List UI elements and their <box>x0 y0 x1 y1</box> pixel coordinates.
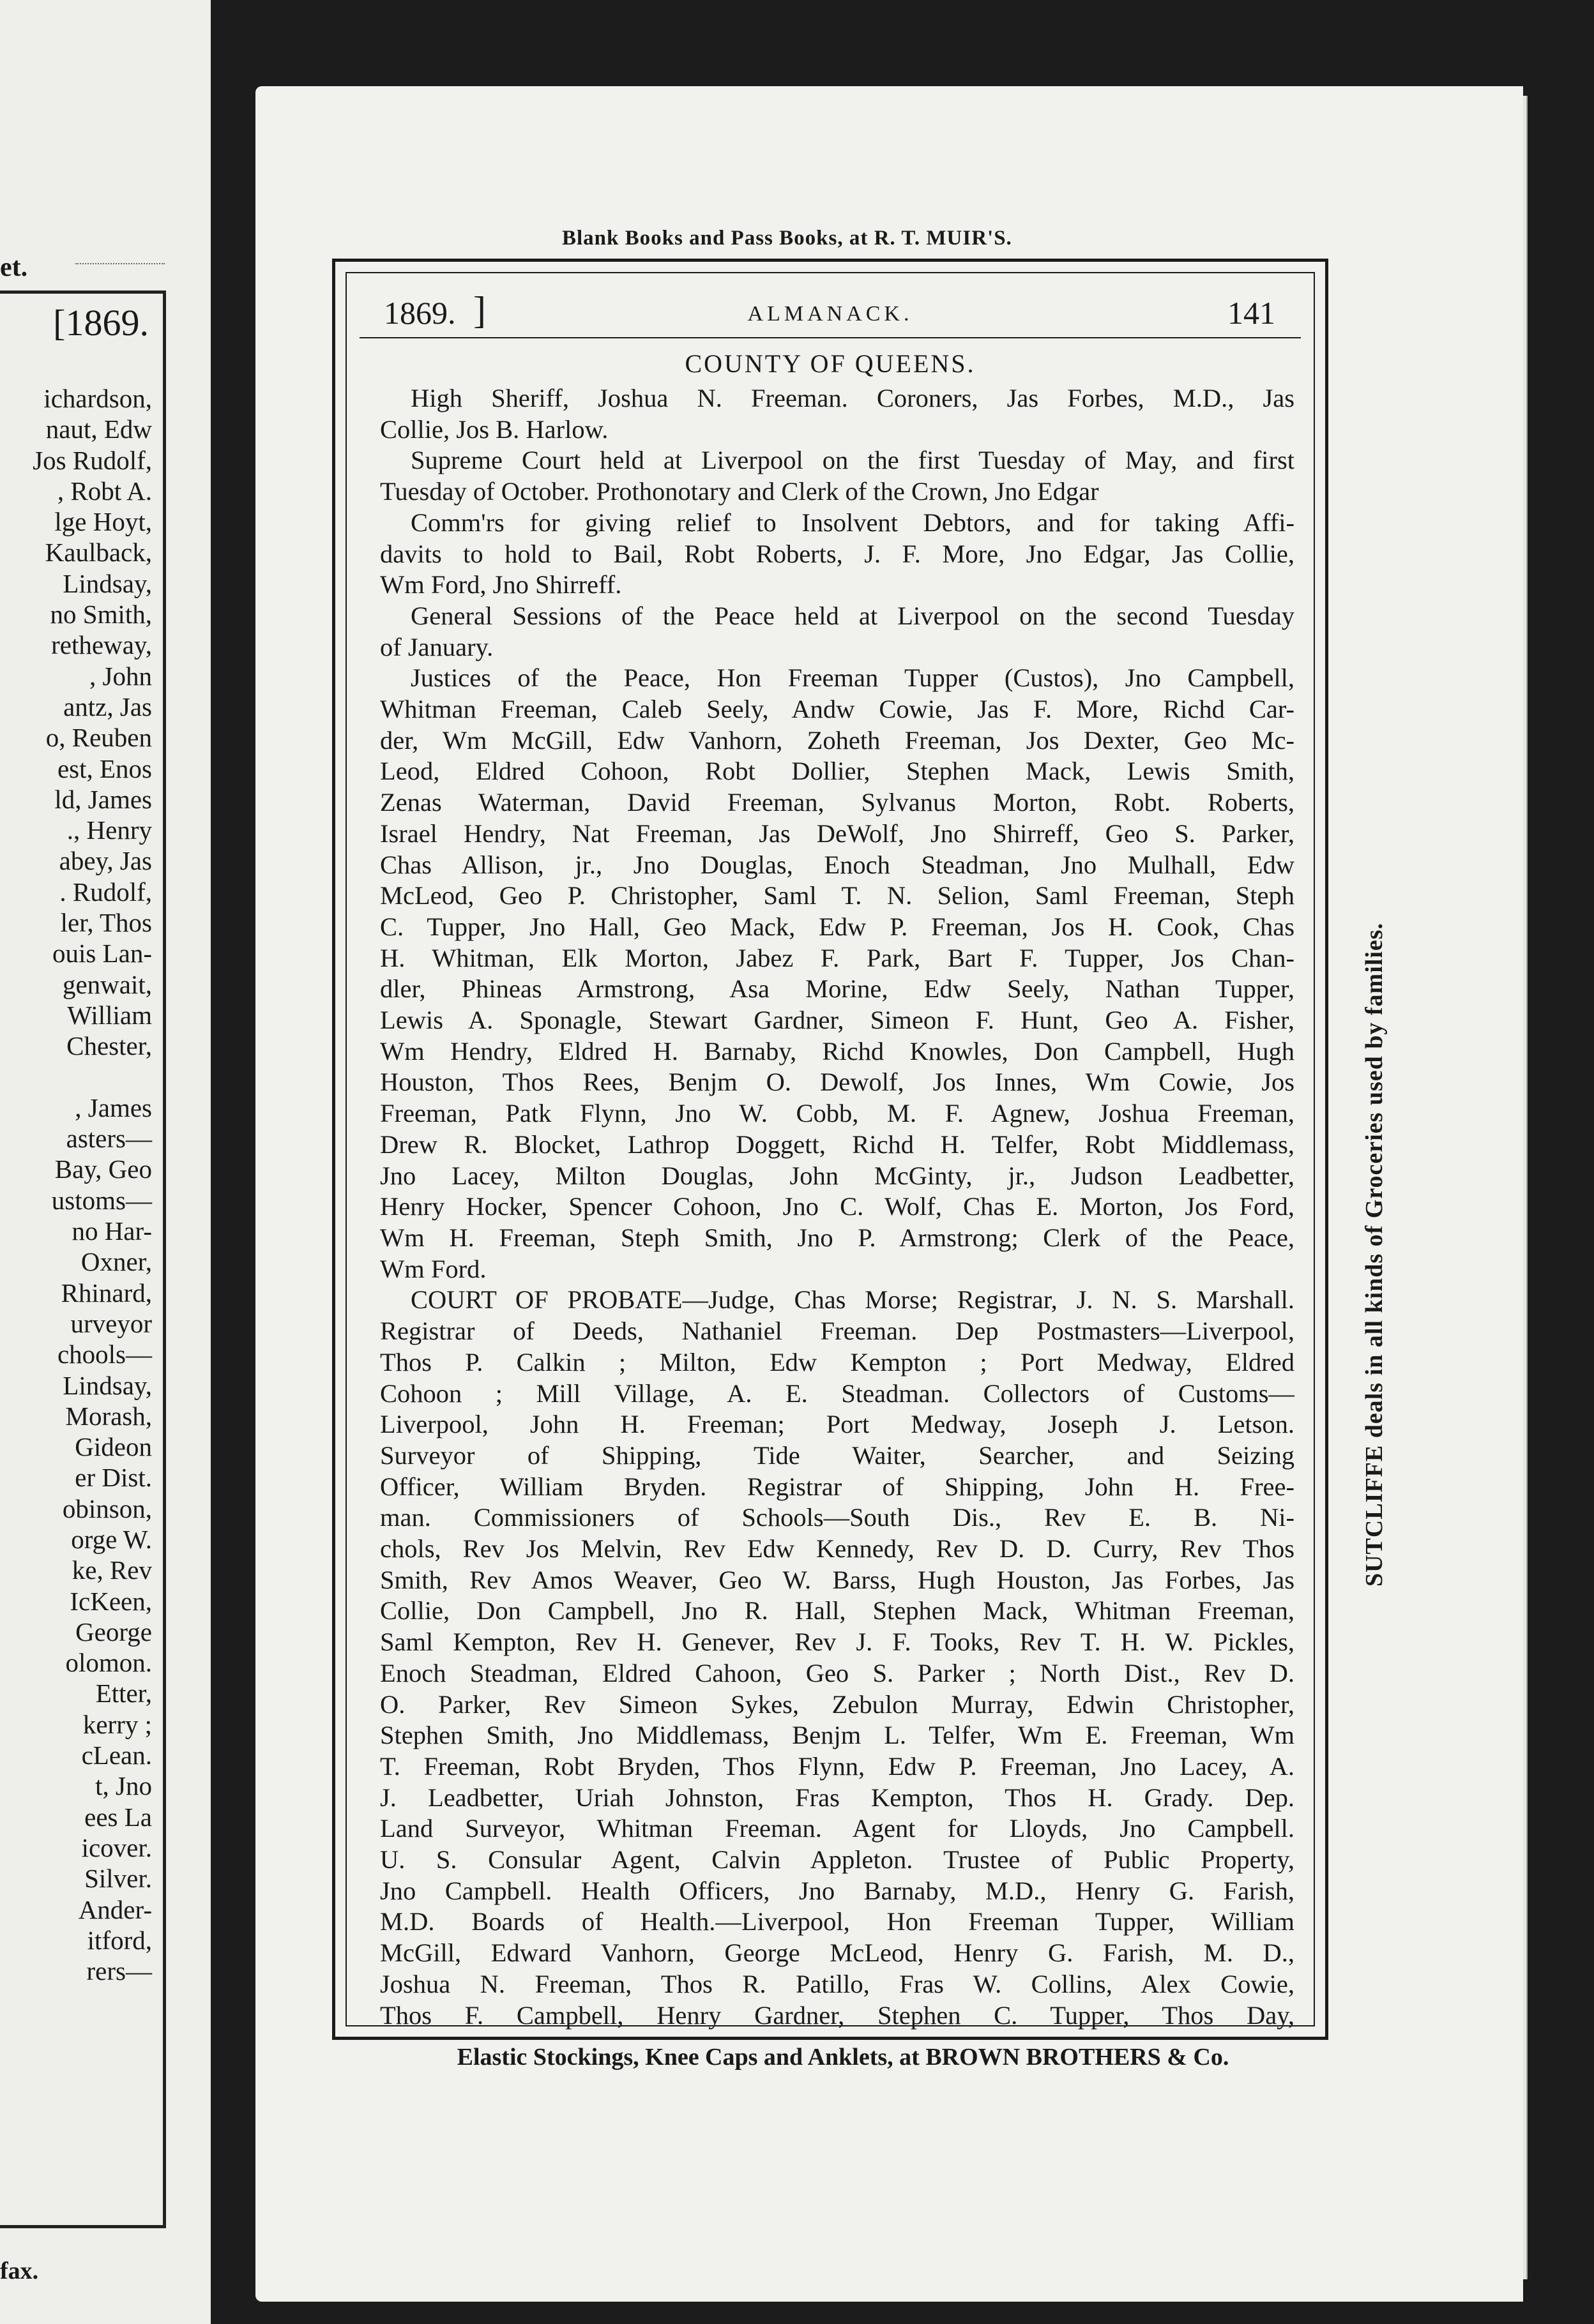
text-line: Wm Ford, Jno Shirreff. <box>380 570 622 600</box>
previous-page-line: IcKeen, <box>70 1586 152 1616</box>
previous-page-line: Lindsay, <box>63 568 152 598</box>
previous-page-footer: fax. <box>0 2258 39 2284</box>
previous-page-line: obinson, <box>62 1493 152 1523</box>
header-bracket: ] <box>473 289 486 331</box>
text-line: Justices of the Peace, Hon Freeman Tupper (Custos), Jno Campbell, <box>411 663 1294 693</box>
previous-page-line: asters— <box>66 1124 152 1154</box>
previous-page-line: Kaulback, <box>45 538 152 568</box>
text-line: Smith, Rev Amos Weaver, Geo W. Barss, Hugh Houston, Jas Forbes, Jas <box>380 1565 1294 1594</box>
previous-page-line: itford, <box>87 1925 152 1955</box>
page-number: 141 <box>1227 295 1275 331</box>
previous-page-line: Chester, <box>66 1031 152 1061</box>
text-line: High Sheriff, Joshua N. Freeman. Coroners, Jas Forbes, M.D., Jas <box>411 384 1294 412</box>
previous-page-line: abey, Jas <box>59 846 152 876</box>
previous-page-fragment <box>0 0 211 2324</box>
previous-page-line <box>0 1062 152 1092</box>
text-line: Henry Hocker, Spencer Cohoon, Jno C. Wolf, Chas E. Morton, Jos Ford, <box>380 1192 1294 1221</box>
previous-page-line: no Smith, <box>50 600 152 630</box>
text-line: Collie, Jos B. Harlow. <box>380 414 609 444</box>
text-line: McLeod, Geo P. Christopher, Saml T. N. Selion, Saml Freeman, Steph <box>380 881 1294 910</box>
previous-page-line: t, Jno <box>95 1771 152 1801</box>
previous-page-line: olomon. <box>65 1648 152 1678</box>
text-line: Wm Ford. <box>380 1254 487 1283</box>
text-line: Saml Kempton, Rev H. Genever, Rev J. F. Tooks, Rev T. H. W. Pickles, <box>380 1627 1294 1657</box>
previous-page-line: no Har- <box>72 1216 152 1246</box>
previous-page-line: ler, Thos <box>60 908 152 938</box>
previous-page-year: [1869. <box>53 302 149 343</box>
previous-page-line: lge Hoyt, <box>54 507 152 537</box>
text-line: Houston, Thos Rees, Benjm O. Dewolf, Jos Innes, Wm Cowie, Jos <box>380 1068 1294 1097</box>
previous-page-line: William <box>67 1000 152 1030</box>
previous-page-line: Bay, Geo <box>54 1154 152 1184</box>
previous-page-frame <box>0 290 166 2228</box>
previous-page-line: ees La <box>84 1802 152 1832</box>
previous-page-text <box>0 383 152 1986</box>
previous-page-line: Gideon <box>75 1432 152 1462</box>
text-line: U. S. Consular Agent, Calvin Appleton. Trustee of Public Property, <box>380 1845 1294 1875</box>
text-line: Enoch Steadman, Eldred Cahoon, Geo S. Parker ; North Dist., Rev D. <box>380 1658 1294 1687</box>
text-line: H. Whitman, Elk Morton, Jabez F. Park, Bart F. Tupper, Jos Chan- <box>380 943 1294 972</box>
previous-page-line: orge W. <box>71 1524 152 1554</box>
header-year: 1869. <box>384 295 456 331</box>
previous-page-line: icover. <box>81 1832 152 1862</box>
previous-page-line: ld, James <box>54 784 152 814</box>
previous-page-line: Lindsay, <box>63 1370 152 1400</box>
text-line: man. Commissioners of Schools—South Dis., Rev E. B. Ni- <box>380 1503 1294 1532</box>
previous-page-line: ouis Lan- <box>52 939 152 969</box>
header-title: ALMANACK. <box>747 302 913 326</box>
previous-page-ornament <box>75 263 165 277</box>
text-line: Jno Lacey, Milton Douglas, John McGinty, jr., Judson Leadbetter, <box>380 1161 1294 1190</box>
previous-page-line: Etter, <box>95 1679 152 1709</box>
previous-page-line: ichardson, <box>43 384 152 413</box>
previous-page-line: George <box>75 1617 152 1647</box>
text-line: Israel Hendry, Nat Freeman, Jas DeWolf, Jno Shirreff, Geo S. Parker, <box>380 819 1294 848</box>
previous-page-line: ustoms— <box>51 1185 152 1215</box>
previous-page-line: Oxner, <box>80 1247 152 1277</box>
previous-page-line: retheway, <box>51 630 152 660</box>
text-line: J. Leadbetter, Uriah Johnston, Fras Kempton, Thos H. Grady. Dep. <box>380 1783 1294 1812</box>
text-line: dler, Phineas Armstrong, Asa Morine, Edw Seely, Nathan Tupper, <box>380 974 1294 1004</box>
text-line: C. Tupper, Jno Hall, Geo Mack, Edw P. Freeman, Jos H. Cook, Chas <box>380 912 1294 941</box>
running-head-advertisement: Blank Books and Pass Books, at R. T. MUIR'S. <box>562 227 1012 250</box>
previous-page-line: er Dist. <box>75 1463 152 1493</box>
text-line: Freeman, Patk Flynn, Jno W. Cobb, M. F. Agnew, Joshua Freeman, <box>380 1099 1294 1128</box>
previous-page-line: ., Henry <box>66 815 152 845</box>
footer-advertisement: Elastic Stockings, Knee Caps and Anklets, at BROWN BROTHERS & Co. <box>457 2044 1229 2071</box>
previous-page-line: urveyor <box>70 1308 152 1338</box>
side-advertisement: SUTCLIFFE deals in all kinds of Groceries used by families. <box>1361 922 1388 1587</box>
text-line: COURT OF PROBATE—Judge, Chas Morse; Registrar, J. N. S. Marshall. <box>411 1285 1294 1315</box>
text-line: der, Wm McGill, Edw Vanhorn, Zoheth Freeman, Jos Dexter, Geo Mc- <box>380 725 1294 755</box>
text-line: Officer, William Bryden. Registrar of Shipping, John H. Free- <box>380 1472 1294 1501</box>
text-line: Thos P. Calkin ; Milton, Edw Kempton ; Port Medway, Eldred <box>380 1347 1294 1377</box>
text-line: Leod, Eldred Cohoon, Robt Dollier, Stephen Mack, Lewis Smith, <box>380 757 1294 786</box>
previous-page-line: . Rudolf, <box>59 877 152 907</box>
text-line: M.D. Boards of Health.—Liverpool, Hon Freeman Tupper, William <box>380 1907 1294 1936</box>
text-line: Whitman Freeman, Caleb Seely, Andw Cowie, Jas F. More, Richd Car- <box>380 695 1294 724</box>
page-frame <box>332 259 1328 2040</box>
text-line: Jno Campbell. Health Officers, Jno Barnaby, M.D., Henry G. Farish, <box>380 1876 1294 1905</box>
text-line: Joshua N. Freeman, Thos R. Patillo, Fras W. Collins, Alex Cowie, <box>380 1969 1294 1998</box>
previous-page-line: Ander- <box>78 1894 152 1924</box>
text-line: T. Freeman, Robt Bryden, Thos Flynn, Edw P. Freeman, Jno Lacey, A. <box>380 1751 1294 1781</box>
previous-page-line: , John <box>89 661 152 691</box>
previous-page-line: Jos Rudolf, <box>33 445 152 475</box>
text-line: Thos F. Campbell, Henry Gardner, Stephen C. Tupper, Thos Day, <box>380 2000 1294 2030</box>
previous-page-line: cLean. <box>81 1740 152 1770</box>
text-line: General Sessions of the Peace held at Liverpool on the second Tuesday <box>411 601 1294 630</box>
previous-page-line: naut, Edw <box>45 414 152 444</box>
previous-page-line: genwait, <box>62 969 152 999</box>
text-line: O. Parker, Rev Simeon Sykes, Zebulon Murray, Edwin Christopher, <box>380 1689 1294 1719</box>
text-line: Liverpool, John H. Freeman; Port Medway, Joseph J. Letson. <box>380 1410 1294 1439</box>
previous-page-line: rers— <box>86 1956 152 1986</box>
previous-page-line: , James <box>75 1092 152 1122</box>
text-line: chols, Rev Jos Melvin, Rev Edw Kennedy, Rev D. D. Curry, Rev Thos <box>380 1534 1294 1564</box>
text-line: Tuesday of October. Prothonotary and Clerk of the Crown, Jno Edgar <box>380 477 1099 506</box>
text-line: Comm'rs for giving relief to Insolvent Debtors, and for taking Affi- <box>411 508 1294 537</box>
text-line: Stephen Smith, Jno Middlemass, Benjm L. Telfer, Wm E. Freeman, Wm <box>380 1721 1294 1750</box>
text-line: Supreme Court held at Liverpool on the first Tuesday of May, and first <box>411 446 1294 475</box>
previous-page-line: chools— <box>57 1339 152 1370</box>
text-line: of January. <box>380 632 494 661</box>
text-line: Chas Allison, jr., Jno Douglas, Enoch Steadman, Jno Mulhall, Edw <box>380 850 1294 879</box>
text-line: Land Surveyor, Whitman Freeman. Agent for Lloyds, Jno Campbell. <box>380 1814 1294 1843</box>
text-line: davits to hold to Bail, Robt Roberts, J. F. More, Jno Edgar, Jas Collie, <box>380 539 1294 568</box>
previous-page-line: kerry ; <box>82 1709 152 1739</box>
text-line: Surveyor of Shipping, Tide Waiter, Searcher, and Seizing <box>380 1440 1294 1470</box>
text-line: Registrar of Deeds, Nathaniel Freeman. Dep Postmasters—Liverpool, <box>380 1317 1294 1346</box>
text-line: Drew R. Blocket, Lathrop Doggett, Richd H. Telfer, Robt Middlemass, <box>380 1129 1294 1159</box>
text-line: McGill, Edward Vanhorn, George McLeod, Henry G. Farish, M. D., <box>380 1938 1294 1968</box>
text-line: Wm Hendry, Eldred H. Barnaby, Richd Knowles, Don Campbell, Hugh <box>380 1036 1294 1066</box>
previous-page-line: o, Reuben <box>45 723 152 753</box>
text-line: Cohoon ; Mill Village, A. E. Steadman. Collectors of Customs— <box>380 1378 1294 1408</box>
text-line: Zenas Waterman, David Freeman, Sylvanus Morton, Robt. Roberts, <box>380 788 1294 817</box>
previous-page-header: et. <box>0 253 28 282</box>
previous-page-line: est, Enos <box>57 753 152 783</box>
text-line: Wm H. Freeman, Steph Smith, Jno P. Armstrong; Clerk of the Peace, <box>380 1223 1294 1252</box>
previous-page-line: Silver. <box>84 1864 152 1894</box>
previous-page-line: ke, Rev <box>72 1555 152 1585</box>
section-title: COUNTY OF QUEENS. <box>685 349 976 378</box>
previous-page-line: Morash, <box>65 1401 152 1431</box>
page-frame-inner <box>345 272 1315 2030</box>
previous-page-line: Rhinard, <box>61 1278 152 1308</box>
header-rule <box>360 337 1301 338</box>
text-line: Lewis A. Sponagle, Stewart Gardner, Simeon F. Hunt, Geo A. Fisher, <box>380 1006 1294 1035</box>
county-officers-text <box>380 383 1294 2031</box>
text-line: Collie, Don Campbell, Jno R. Hall, Stephen Mack, Whitman Freeman, <box>380 1596 1294 1626</box>
previous-page-line: antz, Jas <box>63 691 152 721</box>
previous-page-line: , Robt A. <box>57 476 152 506</box>
